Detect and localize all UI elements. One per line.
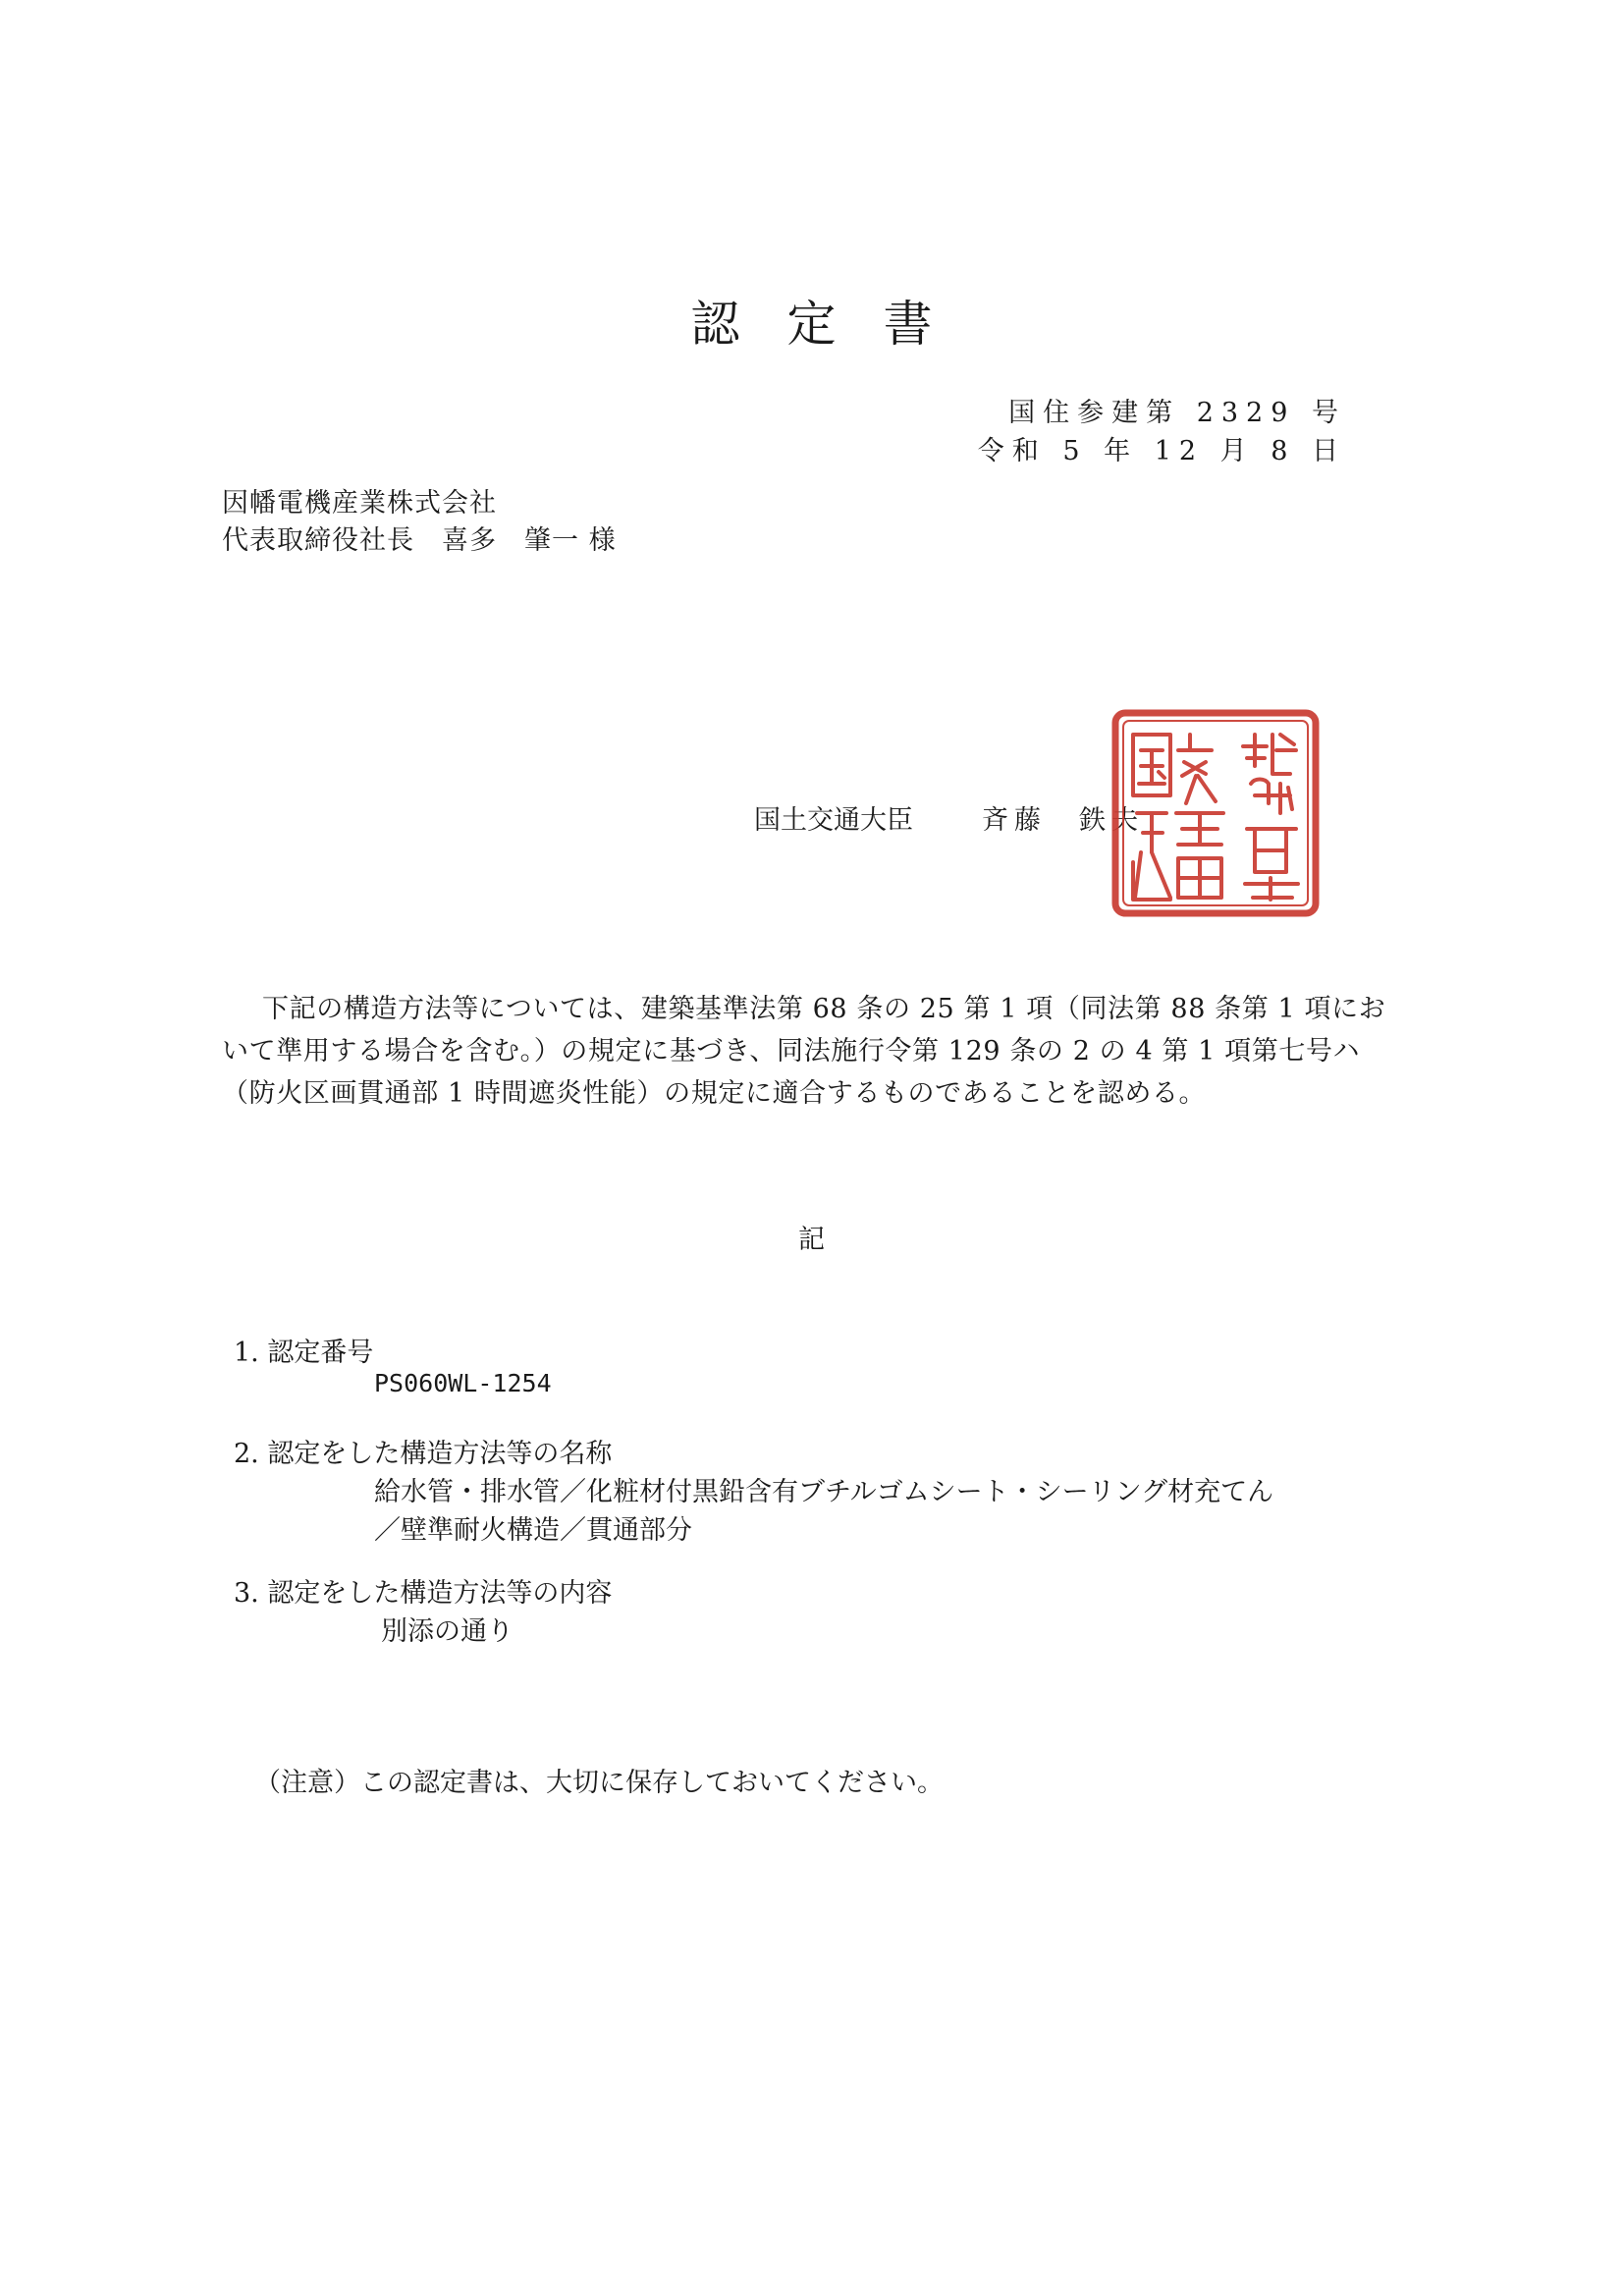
addressee-representative: 代表取締役社長 喜多 肇一 様 [222, 525, 617, 556]
document-title: 認定書 [690, 296, 980, 353]
item-3-value: 別添の通り [381, 1616, 514, 1647]
document-number: 国住参建第 2329 号 [1008, 398, 1346, 428]
item-2-heading: 2. 認定をした構造方法等の名称 [234, 1439, 613, 1469]
item-1-heading: 1. 認定番号 [234, 1338, 374, 1368]
item-1-value: PS060WL-1254 [374, 1369, 552, 1397]
official-seal [1108, 705, 1324, 921]
item-2-value-line-1: 給水管・排水管／化粧材付黒鉛含有ブチルゴムシート・シーリング材充てん [374, 1477, 1274, 1507]
ki-heading: 記 [798, 1225, 825, 1255]
body-line-3: （防火区画貫通部 1 時間遮炎性能）の規定に適合するものであることを認める。 [222, 1078, 1207, 1109]
notice-text: （注意）この認定書は、大切に保存しておいてください。 [254, 1768, 944, 1798]
item-2-value-line-2: ／壁準耐火構造／貫通部分 [374, 1515, 692, 1546]
document-date: 令和 5 年 12 月 8 日 [977, 436, 1346, 466]
body-line-2: いて準用する場合を含む。）の規定に基づき、同法施行令第 129 条の 2 の 4 第 1 項第七号ハ [222, 1036, 1361, 1066]
issuer-name: 斉藤 鉄夫 [982, 805, 1144, 836]
body-line-1: 下記の構造方法等については、建築基準法第 68 条の 25 第 1 項（同法第 88 条第 1 項にお [262, 994, 1386, 1024]
addressee-company: 因幡電機産業株式会社 [222, 488, 497, 519]
item-3-heading: 3. 認定をした構造方法等の内容 [234, 1578, 613, 1609]
issuer-title: 国土交通大臣 [754, 805, 913, 836]
